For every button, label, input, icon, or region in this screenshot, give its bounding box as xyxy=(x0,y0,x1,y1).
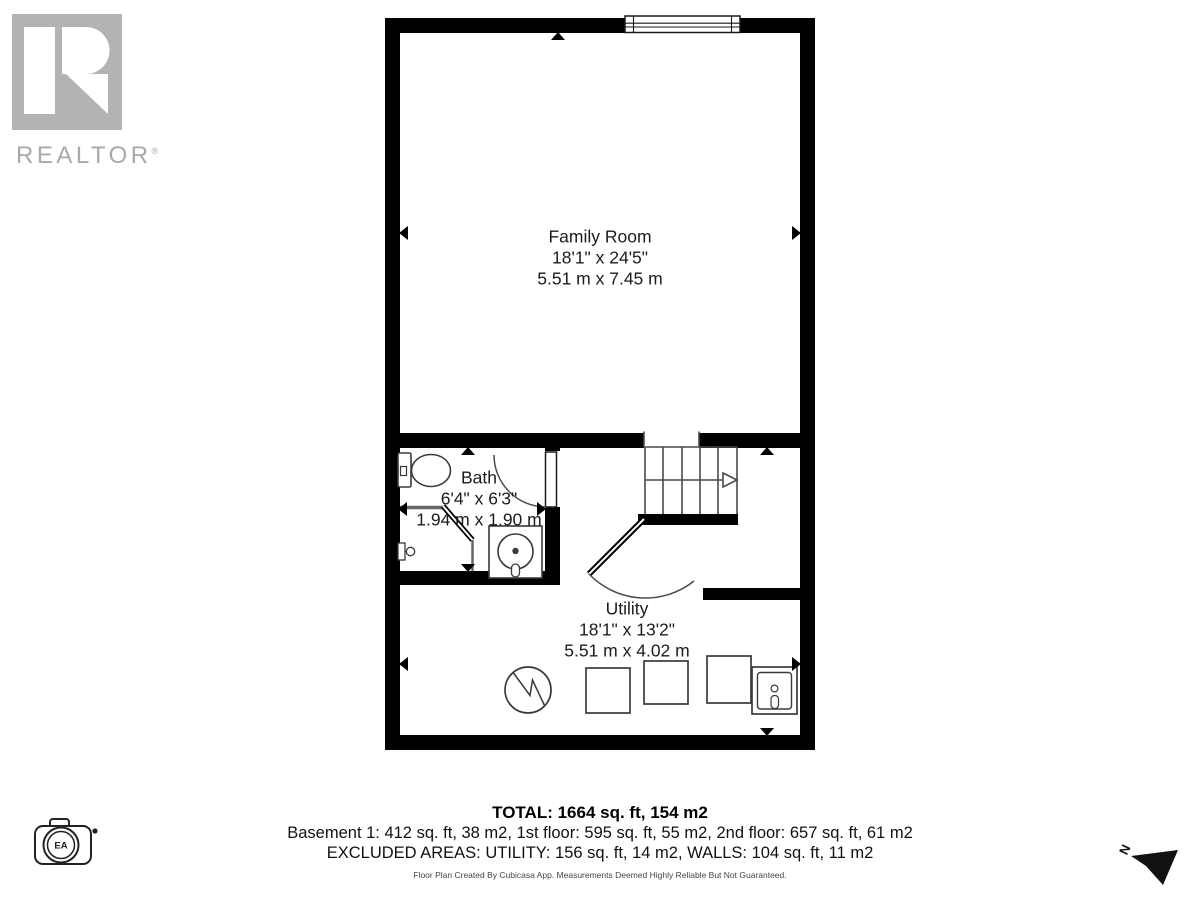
laundry-sink xyxy=(752,667,797,714)
bath-door-leaf xyxy=(546,452,557,507)
room-dims-imperial: 18'1" x 13'2" xyxy=(579,619,675,640)
disclaimer-text: Floor Plan Created By Cubicasa App. Measurements Deemed Highly Reliable But Not Guaranteed. xyxy=(413,870,787,880)
utility-door xyxy=(589,519,694,598)
wall-right xyxy=(800,18,815,750)
room-dims-imperial: 6'4" x 6'3" xyxy=(440,488,518,509)
north-label: N xyxy=(1115,842,1134,858)
dim-arrow-family-right xyxy=(792,226,801,240)
room-name: Bath xyxy=(460,467,497,488)
utility-appliances xyxy=(586,656,751,713)
room-name: Family Room xyxy=(548,226,652,247)
wall-stairs-bottom xyxy=(638,514,738,525)
floor-areas-text: Basement 1: 412 sq. ft, 38 m2, 1st floor: 595 sq. ft, 55 m2, 2nd floor: 657 sq. ft, 61 m2 xyxy=(287,824,913,842)
appliance-2 xyxy=(644,661,688,704)
dim-arrow-utility-left xyxy=(399,657,408,671)
dim-arrow-bath-up xyxy=(461,447,475,455)
shower-valve xyxy=(398,543,405,560)
bath-sink xyxy=(489,526,542,578)
room-dims-metric: 1.94 m x 1.90 m xyxy=(416,509,542,530)
dim-arrow-utility-down xyxy=(760,728,774,736)
room-dims-metric: 5.51 m x 7.45 m xyxy=(537,268,663,289)
total-area-text: TOTAL: 1664 sq. ft, 154 m2 xyxy=(492,803,708,822)
camera-flash-dot xyxy=(92,828,97,833)
room-dims-imperial: 18'1" x 24'5" xyxy=(552,247,648,268)
water-heater xyxy=(505,667,551,713)
north-arrow-icon xyxy=(1110,832,1195,894)
wall-left xyxy=(385,18,400,750)
camera-viewfinder xyxy=(50,819,69,826)
north-compass xyxy=(1110,832,1195,894)
room-label-utility xyxy=(564,599,689,662)
camera-logo-text: EA xyxy=(54,840,68,852)
room-label-bath xyxy=(416,468,541,531)
shower-head-icon xyxy=(406,547,414,555)
camera-icon xyxy=(28,810,108,874)
dim-arrow-family-left xyxy=(399,226,408,240)
dim-arrow-utility-up xyxy=(760,447,774,455)
wall-bottom xyxy=(385,735,815,750)
dim-arrow-family-up xyxy=(551,32,565,40)
wall-utility-partial xyxy=(703,588,815,600)
registered-symbol: ® xyxy=(151,146,159,156)
wall-middle xyxy=(385,433,812,448)
stairs-direction-arrowhead xyxy=(723,473,737,487)
stairs-wall-opening xyxy=(644,432,699,449)
north-arrow-pointer xyxy=(1131,850,1178,885)
room-dims-metric: 5.51 m x 4.02 m xyxy=(564,640,690,661)
camera-logo xyxy=(28,810,108,874)
utility-door-swing-arc xyxy=(589,574,694,598)
window xyxy=(625,16,740,33)
wall-top xyxy=(385,18,815,33)
excluded-areas-text: EXCLUDED AREAS: UTILITY: 156 sq. ft, 14 m2, WALLS: 104 sq. ft, 11 m2 xyxy=(326,844,874,862)
appliance-1 xyxy=(586,668,630,713)
realtor-wordmark-text: REALTOR xyxy=(16,142,152,169)
room-label-family xyxy=(537,227,662,290)
appliance-3 xyxy=(707,656,751,703)
room-name: Utility xyxy=(605,598,649,619)
area-summary xyxy=(0,803,1200,880)
